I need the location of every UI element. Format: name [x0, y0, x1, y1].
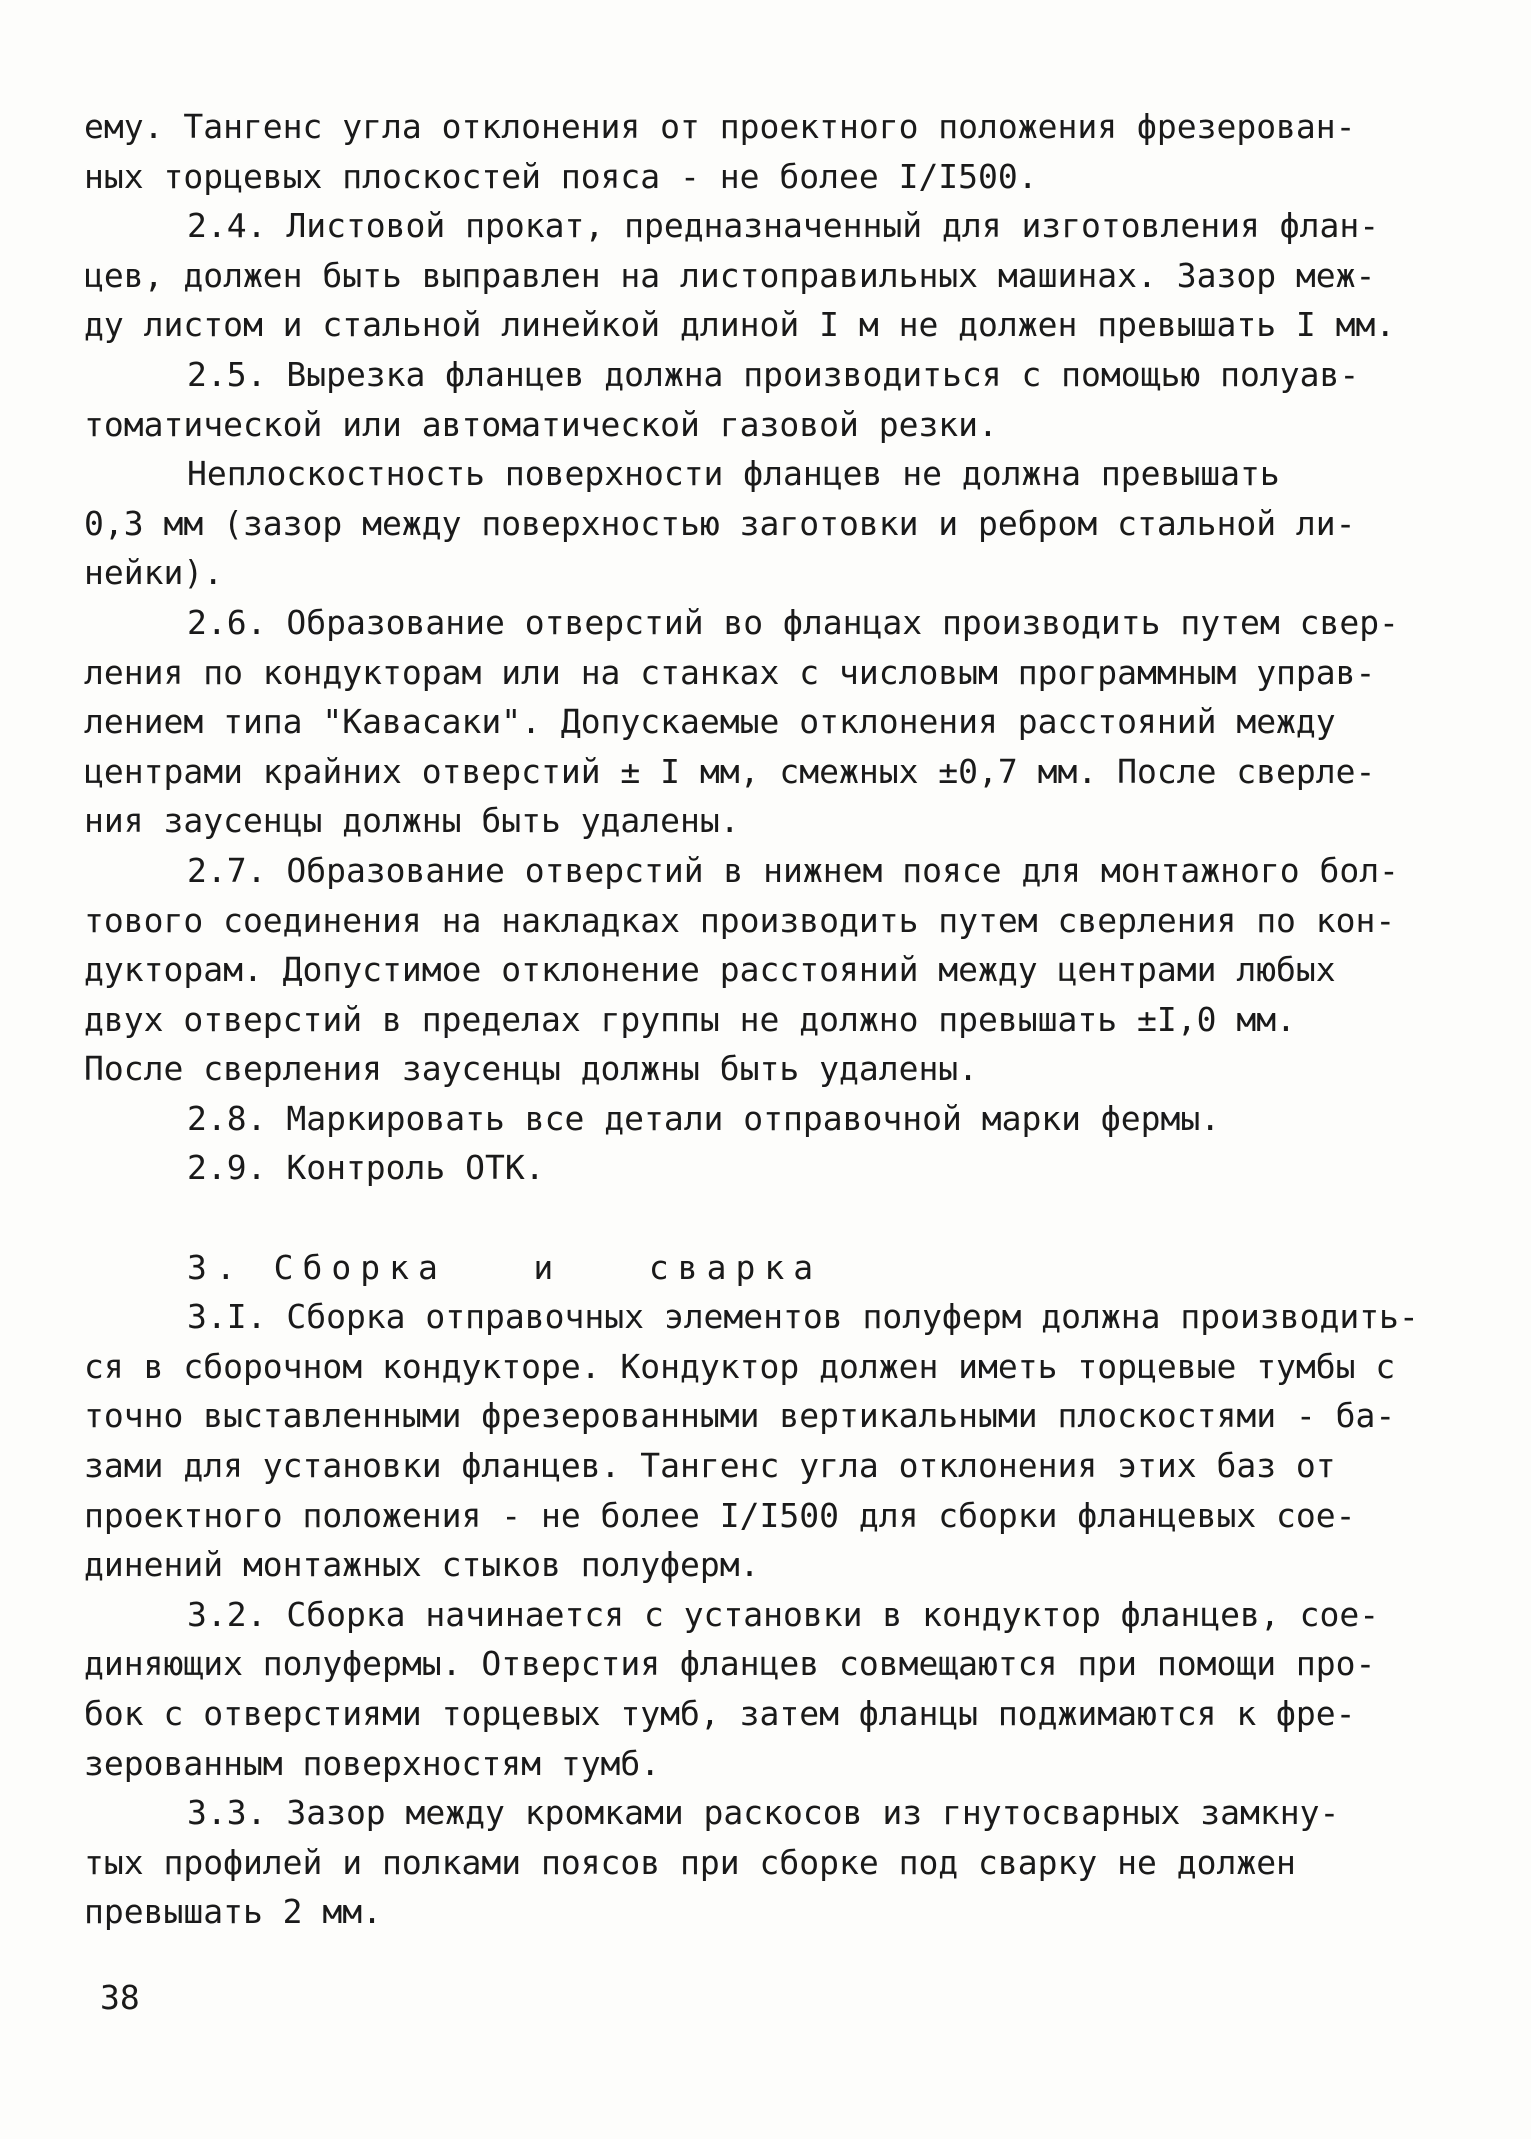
- clause-2-9: 2.9. Контроль ОТК.: [187, 1148, 545, 1188]
- text-line: зерованным поверхностям тумб.: [84, 1743, 661, 1783]
- section-heading: 3. Сборка и сварка: [187, 1247, 823, 1287]
- text-line: ду листом и стальной линейкой длиной I м не должен превышать I мм.: [84, 305, 1396, 345]
- clause-2-7: 2.7. Образование отверстий в нижнем поясе для монтажного бол-: [187, 850, 1399, 890]
- text-line: После сверления заусенцы должны быть удалены.: [84, 1049, 979, 1089]
- text-line: динений монтажных стыков полуферм.: [84, 1545, 760, 1585]
- text-line: нейки).: [84, 553, 224, 593]
- text-line: ных торцевых плоскостей пояса - не более I/I500.: [84, 156, 1038, 196]
- text-line: тых профилей и полками поясов при сборке под сварку не должен: [84, 1842, 1296, 1882]
- text-line: зами для установки фланцев. Тангенс угла отклонения этих баз от: [84, 1446, 1336, 1486]
- text-line: ся в сборочном кондукторе. Кондуктор должен иметь торцевые тумбы с: [84, 1346, 1396, 1386]
- text-line: двух отверстий в пределах группы не должно превышать ±I,0 мм.: [84, 999, 1296, 1039]
- clause-2-5: 2.5. Вырезка фланцев должна производиться с помощью полуав-: [187, 354, 1360, 394]
- text-line: тового соединения на накладках производить путем сверления по кон-: [84, 900, 1396, 940]
- clause-2-4: 2.4. Листовой прокат, предназначенный для изготовления флан-: [187, 206, 1380, 246]
- text-line: ему. Тангенс угла отклонения от проектного положения фрезерован-: [84, 107, 1356, 146]
- text-line: бок с отверстиями торцевых тумб, затем фланцы поджимаются к фре-: [84, 1694, 1356, 1733]
- paragraph-flatness: Неплоскостность поверхности фланцев не должна превышать: [187, 454, 1280, 494]
- text-line: диняющих полуфермы. Отверстия фланцев совмещаются при помощи про-: [84, 1644, 1376, 1684]
- text-line: 0,3 мм (зазор между поверхностью заготовки и ребром стальной ли-: [84, 503, 1356, 543]
- clause-2-8: 2.8. Маркировать все детали отправочной марки фермы.: [187, 1098, 1221, 1138]
- text-line: точно выставленными фрезерованными вертикальными плоскостями - ба-: [84, 1396, 1396, 1436]
- text-line: томатической или автоматической газовой резки.: [84, 404, 998, 444]
- text-line: превышать 2 мм.: [84, 1892, 383, 1932]
- text-line: ния заусенцы должны быть удалены.: [84, 801, 740, 841]
- clause-3-3: 3.3. Зазор между кромками раскосов из гнутосварных замкну-: [187, 1793, 1340, 1833]
- text-line: центрами крайних отверстий ± I мм, смежных ±0,7 мм. После сверле-: [84, 751, 1376, 791]
- text-line: лением типа "Кавасаки". Допускаемые отклонения расстояний между: [84, 702, 1336, 742]
- text-line: цев, должен быть выправлен на листоправильных машинах. Зазор меж-: [84, 255, 1376, 295]
- clause-2-6: 2.6. Образование отверстий во фланцах производить путем свер-: [187, 602, 1399, 642]
- clause-3-1: 3.I. Сборка отправочных элементов полуферм должна производить-: [187, 1297, 1419, 1337]
- clause-3-2: 3.2. Сборка начинается с установки в кондуктор фланцев, сое-: [187, 1594, 1380, 1634]
- text-line: проектного положения - не более I/I500 для сборки фланцевых сое-: [84, 1495, 1356, 1535]
- page-number: 38: [100, 1978, 140, 2017]
- document-body: [84, 102, 1444, 1937]
- text-line: дукторам. Допустимое отклонение расстояний между центрами любых: [84, 950, 1336, 990]
- text-line: ления по кондукторам или на станках с числовым программным управ-: [84, 652, 1376, 692]
- blank-line: [84, 1193, 1444, 1243]
